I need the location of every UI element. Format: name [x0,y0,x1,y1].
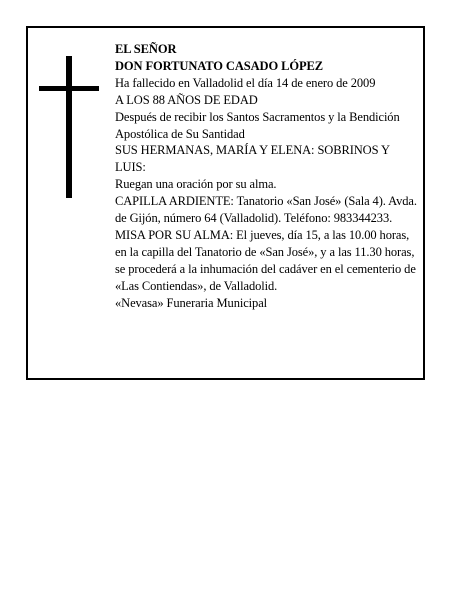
obituary-notice [26,26,425,380]
family-statement: SUS HERMANAS, MARÍA Y ELENA: SOBRINOS Y LUIS: [115,143,390,175]
latin-cross-icon [39,56,99,198]
cross-vertical-bar [66,56,72,198]
funeral-home: «Nevasa» Funeraria Municipal [115,295,268,310]
chapel-details: CAPILLA ARDIENTE: Tanatorio «San José» (Sala 4). Avda. de Gijón, número 64 (Valladolid). Teléfono: 983344233. [115,194,417,226]
deceased-name: DON FORTUNATO CASADO LÓPEZ [115,58,323,73]
age-statement: A LOS 88 AÑOS DE EDAD [115,92,258,107]
obituary-text [115,41,421,312]
prayer-request: Ruegan una oración por su alma. [115,177,277,192]
mass-details: MISA POR SU ALMA: El jueves, día 15, a las 10.00 horas, en la capilla del Tanatorio de «San José», y a las 11.30 horas, se procederá a la inhumación del cadáver en el cementerio de «Las Contiendas», de Valladolid. [115,227,416,293]
deceased-title: EL SEÑOR [115,42,177,56]
cross-horizontal-bar [39,86,99,91]
sacraments-statement: Después de recibir los Santos Sacramentos y la Bendición Apostólica de Su Santidad [115,109,400,141]
death-statement: Ha fallecido en Valladolid el día 14 de enero de 2009 [115,75,376,90]
